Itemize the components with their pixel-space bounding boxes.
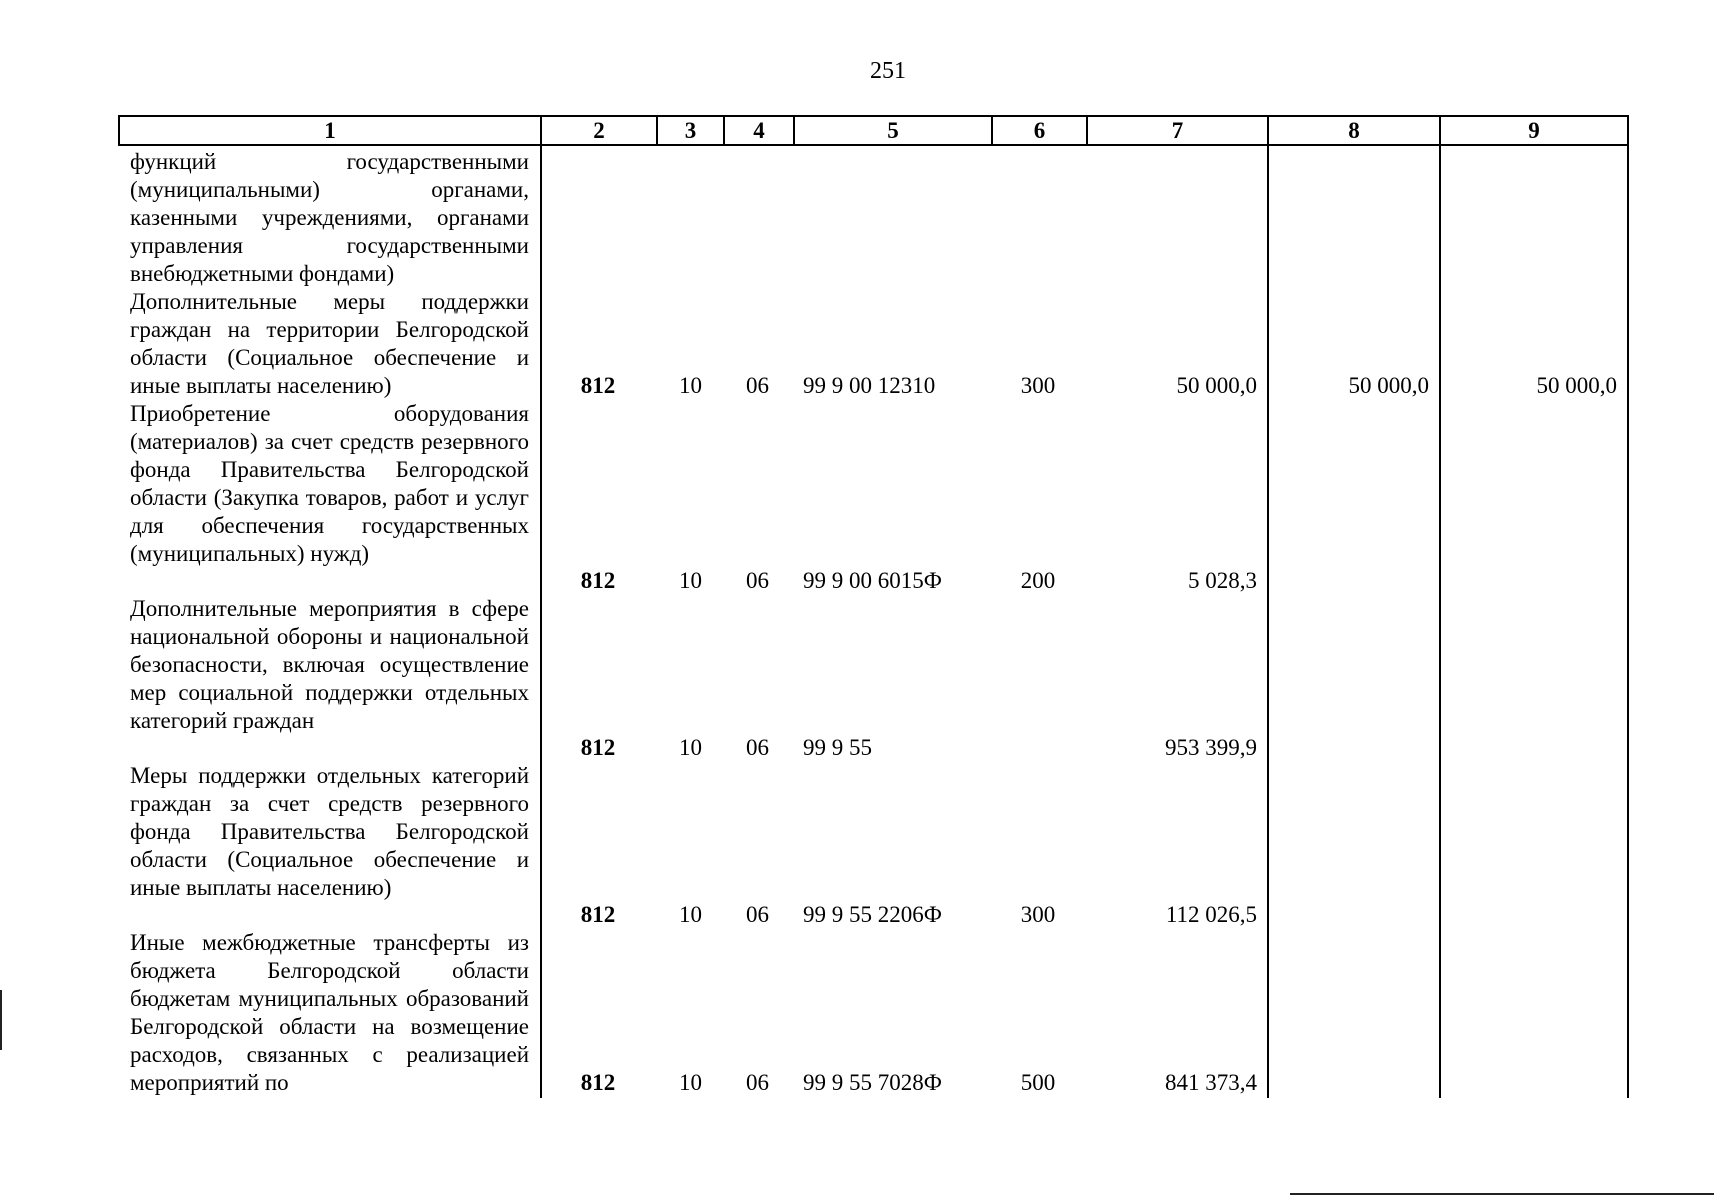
row-description: Дополнительные меры поддержки граждан на территории Белгородской области (Социальное обеспечение и иные выплаты населению) <box>130 289 529 398</box>
cell-target-article: 99 9 00 6015Ф <box>803 568 942 593</box>
cell-amount-7: 953 399,9 <box>1165 735 1257 760</box>
cell-section: 10 <box>679 902 702 927</box>
cell-code-812: 812 <box>580 568 616 593</box>
cell-section: 10 <box>679 1070 702 1095</box>
row-description: Иные межбюджетные трансферты из бюджета Белгородской области бюджетам муниципальных образований Белгородской области на возмещение расходов, связанных с реализацией мероприятий по <box>130 930 529 1095</box>
cell-section: 10 <box>679 568 702 593</box>
cell-target-article: 99 9 55 7028Ф <box>803 1070 942 1095</box>
col-border-7 <box>1267 115 1269 1098</box>
cell-subsection: 06 <box>746 735 769 760</box>
cell-subsection: 06 <box>746 1070 769 1095</box>
cell-code-812: 812 <box>580 1070 616 1095</box>
header-cell-5: 5 <box>887 118 899 143</box>
row-description: Меры поддержки отдельных категорий граждан за счет средств резервного фонда Правительства Белгородской области (Социальное обеспечение и иные выплаты населению) <box>130 763 529 900</box>
cell-subsection: 06 <box>746 902 769 927</box>
row-description: Приобретение оборудования (материалов) за счет средств резервного фонда Правительства Белгородской области (Закупка товаров, работ и услуг для обеспечения государственных (муниципальных) нужд) <box>130 401 529 566</box>
cell-code-812: 812 <box>580 373 616 398</box>
header-cell-8: 8 <box>1348 118 1360 143</box>
cell-target-article: 99 9 55 <box>803 735 872 760</box>
cell-amount-9: 50 000,0 <box>1536 373 1617 398</box>
cell-amount-7: 112 026,5 <box>1165 902 1257 927</box>
header-cell-1: 1 <box>324 118 336 143</box>
col-border-8 <box>1439 115 1441 1098</box>
page-number: 251 <box>870 58 906 84</box>
cell-expense-type: 200 <box>1020 568 1056 593</box>
cell-expense-type: 300 <box>1020 373 1056 398</box>
header-cell-7: 7 <box>1171 118 1184 143</box>
scan-bottom-line <box>1290 1193 1714 1195</box>
cell-code-812: 812 <box>580 902 616 927</box>
header-cell-6: 6 <box>1033 118 1046 143</box>
cell-amount-7: 50 000,0 <box>1176 373 1257 398</box>
cell-expense-type: 500 <box>1020 1070 1056 1095</box>
col-border-9 <box>1627 115 1629 1098</box>
row-description: Дополнительные мероприятия в сфере национальной обороны и национальной безопасности, включая осуществление мер социальной поддержки отдельных категорий граждан <box>130 596 529 733</box>
header-cell-4: 4 <box>753 118 765 143</box>
cell-section: 10 <box>679 735 702 760</box>
col-border-1 <box>540 115 542 1098</box>
header-cell-9: 9 <box>1528 118 1540 143</box>
cell-expense-type: 300 <box>1020 902 1056 927</box>
cell-section: 10 <box>679 373 702 398</box>
scan-edge-mark <box>0 990 2 1050</box>
cell-amount-7: 5 028,3 <box>1188 568 1257 593</box>
cell-amount-8: 50 000,0 <box>1348 373 1429 398</box>
cell-target-article: 99 9 00 12310 <box>803 373 936 398</box>
cell-subsection: 06 <box>746 568 769 593</box>
cell-subsection: 06 <box>746 373 769 398</box>
cell-code-812: 812 <box>580 735 616 760</box>
cell-amount-7: 841 373,4 <box>1165 1070 1257 1095</box>
row-description: функций государственными (муниципальными) органами, казенными учреждениями, органами управления государственными внебюджетными фондами) <box>130 149 529 286</box>
cell-target-article: 99 9 55 2206Ф <box>803 902 942 927</box>
header-cell-3: 3 <box>684 118 697 143</box>
header-cell-2: 2 <box>593 118 605 143</box>
